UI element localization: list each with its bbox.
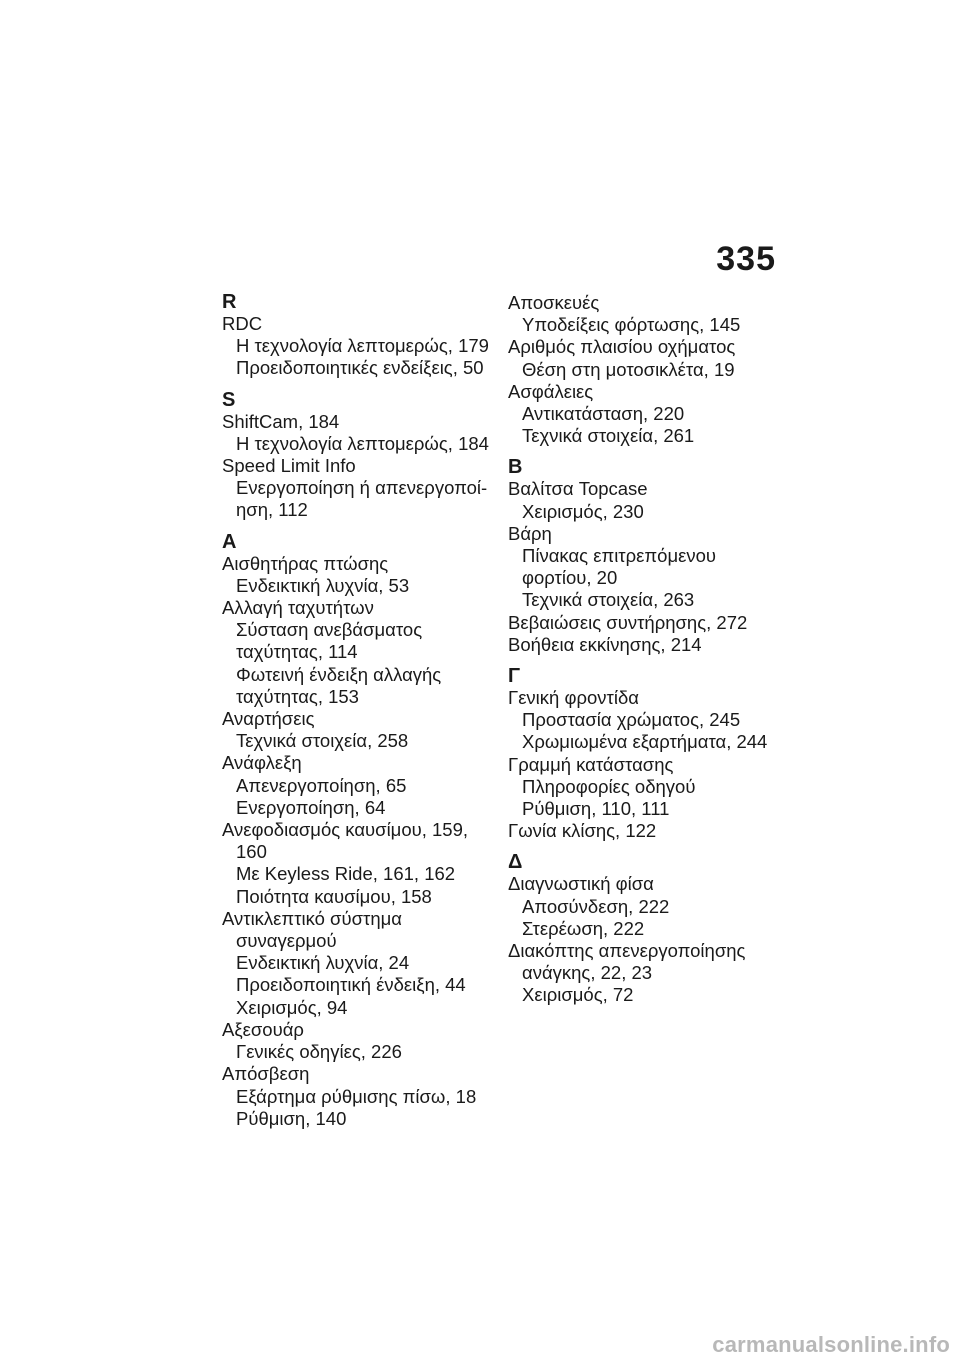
index-entry: Διαγνωστική φίσα <box>508 873 654 895</box>
index-subentry: Ενδεικτική λυχνία, 53 <box>236 574 410 596</box>
index-entry: Αλλαγή ταχυτήτων <box>222 597 374 619</box>
index-subentry: Με Keyless Ride, 161, 162 <box>236 863 456 885</box>
index-subentry: Ενδεικτική λυχνία, 24 <box>236 952 410 974</box>
watermark[interactable]: carmanualsonline.info <box>712 1332 950 1357</box>
section-letter: Α <box>222 530 237 553</box>
index-entry: Αισθητήρας πτώσης <box>222 552 389 574</box>
index-subentry: Γενικές οδηγίες, 226 <box>236 1041 402 1063</box>
section-letter: Γ <box>508 665 521 688</box>
section-letter: Β <box>508 456 523 479</box>
index-subentry: Ποιότητα καυσίμου, 158 <box>236 885 432 907</box>
index-entry: Βεβαιώσεις συντήρησης, 272 <box>508 611 748 633</box>
section-letter: R <box>222 291 237 313</box>
index-subentry: 160 <box>236 841 267 863</box>
index-subentry: Προστασία χρώματος, 245 <box>522 709 741 731</box>
index-column-left <box>222 292 492 1130</box>
index-entry: Αναρτήσεις <box>222 708 315 730</box>
index-subentry: Τεχνικά στοιχεία, 261 <box>522 425 695 447</box>
index-subentry: Απενεργοποίηση, 65 <box>236 774 407 796</box>
index-entry: Απόσβεση <box>222 1063 310 1085</box>
index-entry: Ανεφοδιασμός καυσίμου, 159, <box>222 819 469 841</box>
index-subentry: Αντικατάσταση, 220 <box>522 403 685 425</box>
index-subentry: Χειρισμός, 230 <box>522 500 644 522</box>
index-subentry: Προειδοποιητική ένδειξη, 44 <box>236 974 466 996</box>
index-entry: Γωνία κλίσης, 122 <box>508 820 657 842</box>
index-subentry: Τεχνικά στοιχεία, 263 <box>522 589 695 611</box>
index-entry: Βάρη <box>508 522 552 544</box>
index-subentry: Στερέωση, 222 <box>522 917 645 939</box>
index-entry: Αντικλεπτικό σύστημα <box>222 907 402 929</box>
index-subentry: Χρωμιωμένα εξαρτήματα, 244 <box>522 731 768 753</box>
section-letter: Δ <box>508 851 523 874</box>
index-subentry: Θέση στη μοτοσικλέτα, 19 <box>522 358 735 380</box>
index-subentry: Ρύθμιση, 140 <box>236 1107 347 1129</box>
index-subentry: ανάγκης, 22, 23 <box>522 962 653 984</box>
index-subentry: Χειρισμός, 94 <box>236 996 348 1018</box>
index-subentry: Χειρισμός, 72 <box>522 984 634 1006</box>
index-subentry: φορτίου, 20 <box>522 567 618 589</box>
index-entry: Αριθμός πλαισίου οχήματος <box>508 336 736 358</box>
index-entry: RDC <box>222 313 263 334</box>
index-entry: Αποσκευές <box>508 292 600 313</box>
index-subentry: Ενεργοποίηση ή απενεργοποί- <box>236 477 488 499</box>
index-entry: ShiftCam, 184 <box>222 410 340 432</box>
index-entry: Διακόπτης απενεργοποίησης <box>508 940 746 962</box>
index-subentry: Αποσύνδεση, 222 <box>522 895 670 917</box>
index-entry: Speed Limit Info <box>222 455 356 477</box>
page-number: 335 <box>716 240 776 278</box>
index-subentry: Πληροφορίες οδηγού <box>522 775 696 797</box>
index-entry: Βαλίτσα Topcase <box>508 478 648 500</box>
index-subentry: Ενεργοποίηση, 64 <box>236 796 386 818</box>
index-subentry: Τεχνικά στοιχεία, 258 <box>236 730 409 752</box>
index-subentry: Πίνακας επιτρεπόμενου <box>522 545 717 567</box>
index-subentry: ταχύτητας, 114 <box>236 641 358 663</box>
index-subentry: Προειδοποιητικές ενδείξεις, 50 <box>236 357 484 379</box>
index-subentry: ηση, 112 <box>236 499 308 521</box>
index-entry: Βοήθεια εκκίνησης, 214 <box>508 633 702 655</box>
index-subentry: Ρύθμιση, 110, 111 <box>522 798 670 820</box>
index-subentry: Σύσταση ανεβάσματος <box>236 619 423 641</box>
index-entry: Αξεσουάρ <box>222 1018 304 1040</box>
index-subentry: συναγερμού <box>236 930 337 952</box>
index-entry: Γενική φροντίδα <box>508 687 639 709</box>
index-subentry: Η τεχνολογία λεπτομερώς, 179 <box>236 335 489 357</box>
index-column-right <box>508 292 778 1007</box>
index-subentry: Η τεχνολογία λεπτομερώς, 184 <box>236 432 489 454</box>
index-entry: Ασφάλειες <box>508 380 594 402</box>
index-subentry: Φωτεινή ένδειξη αλλαγής <box>236 663 442 685</box>
index-subentry: ταχύτητας, 153 <box>236 685 359 707</box>
index-subentry: Εξάρτημα ρύθμισης πίσω, 18 <box>236 1085 477 1107</box>
index-entry: Γραμμή κατάστασης <box>508 753 674 775</box>
index-entry: Ανάφλεξη <box>222 752 302 774</box>
section-letter: S <box>222 388 236 411</box>
index-subentry: Υποδείξεις φόρτωσης, 145 <box>522 314 741 336</box>
